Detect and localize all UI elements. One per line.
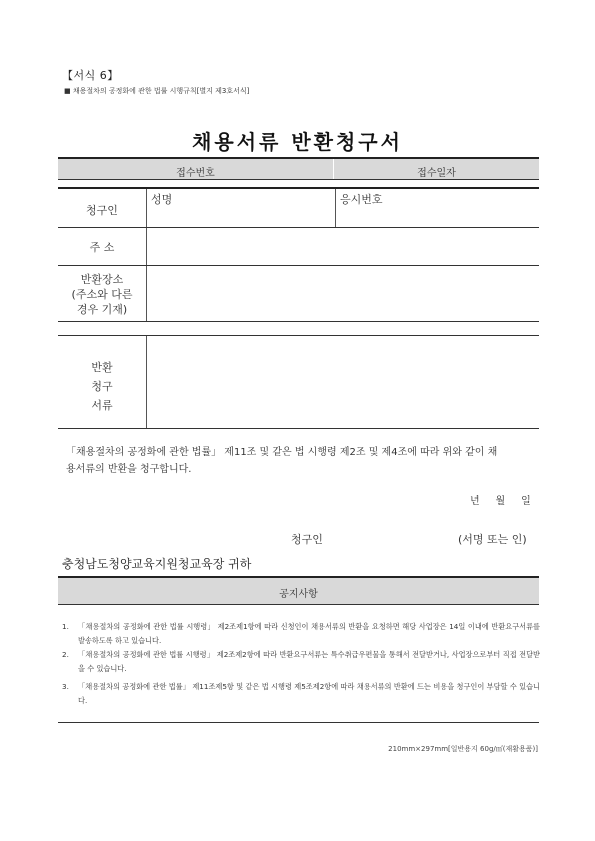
signature-note: (서명 또는 인)	[458, 533, 527, 546]
row-line-2	[58, 265, 539, 266]
exam-number-field[interactable]	[341, 205, 536, 223]
return-place-label	[58, 272, 146, 317]
notice-item	[62, 680, 540, 708]
notice-header-line	[58, 604, 539, 605]
signer-name-field[interactable]	[337, 528, 447, 546]
request-date: 년 월 일	[470, 496, 531, 507]
return-place-note-1: (주소와 다른	[71, 288, 133, 301]
reception-bottom-line	[58, 179, 539, 180]
form-bottom-line	[58, 428, 539, 429]
notice-item-number: 3.	[62, 682, 69, 691]
law-reference: ■ 채용절차의 공정화에 관한 법률 시행규칙[별지 제3호서식]	[64, 87, 250, 95]
form-top-border	[58, 187, 539, 189]
notice-title: 공지사항	[279, 589, 318, 600]
name-label: 성명	[151, 193, 173, 206]
return-docs-field[interactable]	[150, 339, 535, 425]
return-docs-label-3: 서류	[91, 399, 113, 412]
notice-item-text: 「채용절차의 공정화에 관한 법률 시행령」 제2조제2항에 따라 반환요구서류는 특수취급우편물을 통해서 전달받거나, 사업장으로부터 직접 전달받을 수 있습니다.	[78, 650, 540, 673]
return-docs-label	[58, 358, 146, 415]
return-place-field[interactable]	[150, 268, 535, 318]
exam-number-label: 응시번호	[340, 193, 383, 206]
notice-item	[62, 648, 540, 676]
row-line-3	[58, 321, 539, 322]
document-title: 채용서류 반환청구서	[192, 130, 403, 154]
signer-label: 청구인	[291, 533, 323, 546]
section-line	[58, 335, 539, 336]
return-place-note-2: 경우 기재)	[76, 303, 128, 316]
name-exam-divider	[335, 189, 336, 227]
recipient: 충청남도청양교육지원청교육장 귀하	[62, 557, 252, 571]
requester-label: 청구인	[86, 204, 118, 217]
docs-divider	[146, 336, 147, 428]
return-docs-label-2: 청구	[91, 380, 113, 393]
return-docs-label-1: 반환	[91, 361, 113, 374]
notice-item-text: 「채용절차의 공정화에 관한 법률」 제11조제5항 및 같은 법 시행령 제5조제2항에 따라 채용서류의 반환에 드는 비용을 청구인이 부담할 수 있습니다.	[78, 682, 540, 705]
row-line-1	[58, 227, 539, 228]
label-column-divider	[146, 189, 147, 321]
notice-item	[62, 620, 540, 648]
statement-line-1: 「채용절차의 공정화에 관한 법률」 제11조 및 같은 법 시행령 제2조 및 제4조에 따라 위와 같이 채	[66, 447, 498, 458]
return-place-title: 반환장소	[80, 273, 124, 286]
name-field[interactable]	[152, 205, 332, 223]
notice-item-number: 2.	[62, 650, 69, 659]
reception-date-label: 접수일자	[417, 168, 456, 179]
address-field[interactable]	[150, 230, 535, 262]
notice-bottom-line	[58, 722, 539, 723]
paper-spec: 210mm×297mm[일반용지 60g/㎡(재활용품)]	[388, 745, 538, 753]
notice-item-number: 1.	[62, 622, 69, 631]
address-label: 주 소	[89, 241, 115, 254]
notice-item-text: 「채용절차의 공정화에 관한 법률 시행령」 제2조제1항에 따라 신청인이 채용서류의 반환을 요청하면 해당 사업장은 14일 이내에 반환요구서류를 발송하도록 하고 있습니다.	[78, 622, 540, 645]
form-number: 【서식 6】	[62, 69, 119, 82]
reception-number-label: 접수번호	[176, 168, 215, 179]
statement-line-2: 용서류의 반환을 청구합니다.	[66, 464, 192, 475]
